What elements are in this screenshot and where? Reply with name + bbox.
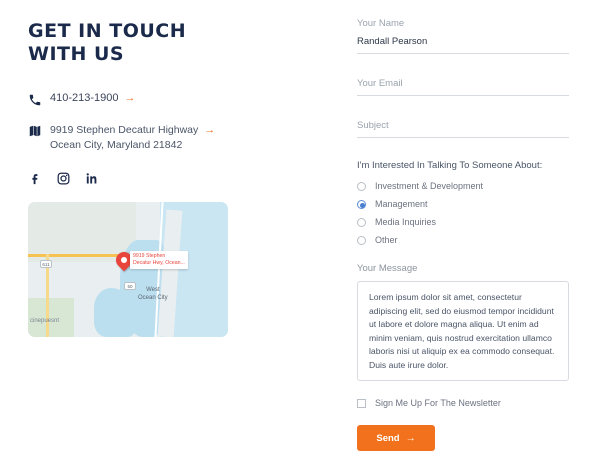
address-line2: Ocean City, Maryland 21842: [50, 139, 183, 151]
social-links: [28, 171, 308, 186]
contact-info-column: [28, 20, 308, 337]
address-arrow-icon[interactable]: →: [204, 124, 216, 136]
map-city-label-line2: Ocean City: [138, 295, 168, 301]
email-field-group: [357, 73, 569, 96]
radio-option-other[interactable]: [357, 235, 569, 245]
send-button-label: Send: [376, 432, 400, 444]
address-row[interactable]: [28, 123, 308, 153]
newsletter-row[interactable]: [357, 398, 569, 408]
subject-field-group: [357, 115, 569, 138]
map-route-shield-b: 611: [40, 260, 52, 268]
radio-option-investment[interactable]: [357, 181, 569, 191]
address-line1: 9919 Stephen Decatur Highway: [50, 124, 199, 136]
name-input[interactable]: Randall Pearson: [357, 36, 569, 54]
radio-icon[interactable]: [357, 236, 366, 245]
radio-label: Other: [375, 235, 398, 245]
subject-input[interactable]: [357, 120, 569, 138]
radio-label: Management: [375, 199, 428, 209]
map-city-label-line1: West: [146, 287, 160, 293]
phone-row[interactable]: [28, 92, 308, 107]
radio-option-management[interactable]: [357, 199, 569, 209]
send-button[interactable]: [357, 425, 435, 451]
contact-form: [357, 18, 569, 451]
instagram-icon[interactable]: [56, 171, 71, 186]
radio-icon-selected[interactable]: [357, 200, 366, 209]
address-text[interactable]: [50, 123, 215, 153]
map-pin-label: [130, 251, 188, 269]
newsletter-checkbox[interactable]: [357, 399, 366, 408]
radio-option-media[interactable]: [357, 217, 569, 227]
radio-icon[interactable]: [357, 182, 366, 191]
newsletter-label: Sign Me Up For The Newsletter: [375, 398, 501, 408]
radio-label: Media Inquiries: [375, 217, 437, 227]
interest-group-title: I'm Interested In Talking To Someone About:: [357, 160, 543, 171]
phone-number[interactable]: 410-213-1900: [50, 92, 119, 104]
map-marker-icon: [28, 123, 50, 138]
radio-icon[interactable]: [357, 218, 366, 227]
message-textarea[interactable]: Lorem ipsum dolor sit amet, consectetur adipiscing elit, sed do eiusmod tempor incididunt ut labore et dolore magna aliqua. Ut enim ad minim veniam, quis nostrud exercitation ullamco laboris nisi ut aliquip ex ea commodo consequat. Duis aute irure dolor.: [357, 281, 569, 381]
name-field-group: [357, 18, 569, 54]
phone-icon: [28, 92, 50, 107]
facebook-icon[interactable]: [28, 171, 43, 186]
message-label: Your Message: [357, 263, 418, 274]
location-map[interactable]: [28, 202, 228, 337]
map-pin-label-line2: Decatur Hwy, Ocean...: [133, 260, 185, 266]
email-input[interactable]: [357, 78, 569, 96]
phone-arrow-icon[interactable]: →: [124, 92, 136, 104]
map-city-label-secondary: cinepuesnt: [30, 318, 60, 324]
name-label: Your Name: [357, 18, 405, 29]
page-title-line1: GET IN TOUCH: [28, 20, 187, 42]
arrow-right-icon: →: [405, 432, 416, 444]
map-route-shield-a: 50: [124, 282, 136, 290]
map-pin-label-line1: 9919 Stephen: [133, 253, 166, 259]
radio-label: Investment & Development: [375, 181, 484, 191]
map-city-label: [138, 286, 168, 302]
page-title-line2: WITH US: [28, 43, 125, 65]
linkedin-icon[interactable]: [84, 171, 99, 186]
page-title: [28, 20, 308, 66]
